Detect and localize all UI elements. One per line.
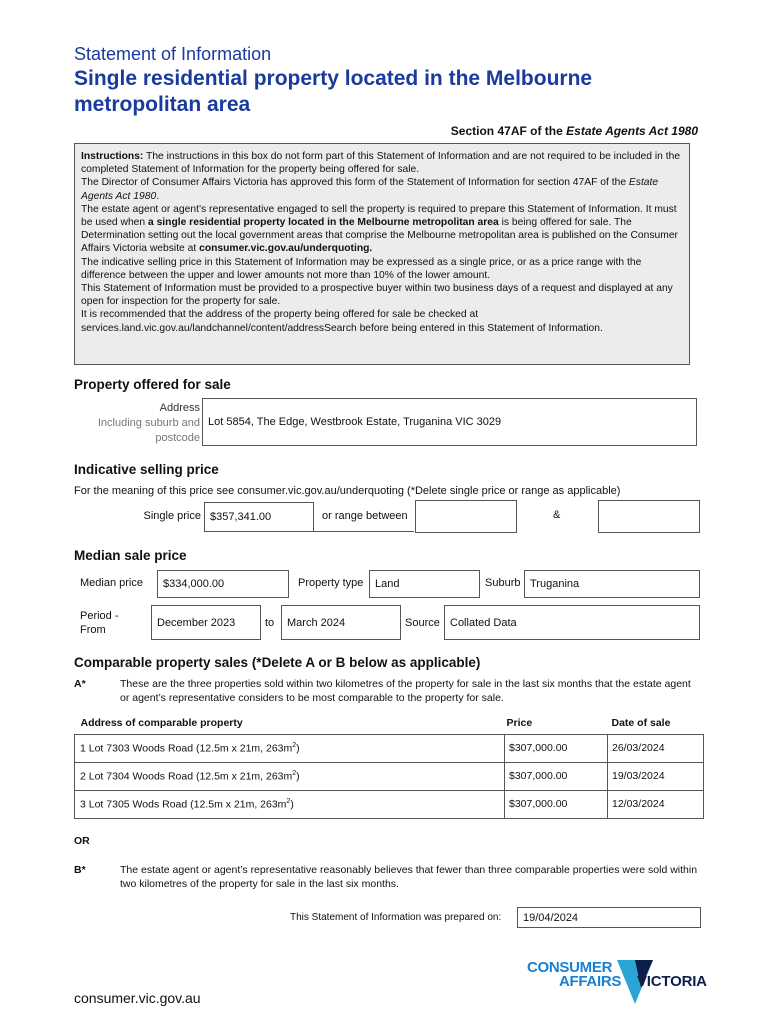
row1-price[interactable]: $307,000.00	[505, 734, 608, 762]
source-value: Collated Data	[450, 616, 517, 629]
instr-p6: It is recommended that the address of the property being offered for sale be checked at services.land.vic.gov.au/landchannel/content/addressSearch before being entered in this Statement of Information.	[81, 309, 603, 334]
row1-address[interactable]	[75, 734, 505, 762]
row2-sup: 2	[292, 769, 297, 777]
suburb-field[interactable]	[524, 570, 700, 598]
median-heading: Median sale price	[74, 548, 187, 563]
period-from-value: December 2023	[157, 616, 236, 629]
period-to-field[interactable]	[281, 605, 401, 640]
section-reference	[451, 124, 698, 138]
instr-p5: This Statement of Information must be provided to a prospective buyer within two business days of a request and displayed at any open for inspection for the property for sale.	[81, 283, 673, 308]
row2-price[interactable]: $307,000.00	[505, 762, 608, 790]
instr-p1	[81, 150, 683, 176]
col-date-header: Date of sale	[611, 717, 671, 730]
logo-line-2: AFFAIRS	[559, 973, 622, 990]
col-price-header: Price	[506, 717, 533, 730]
indicative-heading: Indicative selling price	[74, 462, 219, 477]
address-label-2: Including suburb and	[97, 417, 200, 429]
property-type-field[interactable]	[369, 570, 480, 598]
instr-p3-link[interactable]: consumer.vic.gov.au/underquoting.	[199, 243, 373, 255]
period-to-value: March 2024	[287, 616, 346, 629]
prepared-date-value: 19/04/2024	[523, 911, 579, 924]
row1-date[interactable]: 26/03/2024	[608, 734, 704, 762]
table-row	[75, 790, 704, 818]
period-label-1: Period -	[80, 610, 119, 622]
period-from-field[interactable]	[151, 605, 261, 640]
indicative-note: For the meaning of this price see consumer.vic.gov.au/underquoting (*Delete single price or range as applicable)	[74, 485, 621, 497]
property-type-value: Land	[375, 578, 400, 590]
logo-word: VICTORIA	[637, 973, 707, 990]
address-label-1: Address	[159, 402, 200, 414]
table-row	[75, 762, 704, 790]
period-label	[80, 609, 119, 637]
suburb-label: Suburb	[485, 577, 521, 589]
property-type-label: Property type	[298, 577, 364, 589]
range-high-field[interactable]	[598, 500, 700, 533]
row2-address-text: 2 Lot 7304 Woods Road (12.5m x 21m, 263m	[80, 770, 293, 783]
address-value: Lot 5854, The Edge, Westbrook Estate, Truganina VIC 3029	[208, 416, 502, 428]
row3-date[interactable]: 12/03/2024	[608, 790, 704, 818]
row2-close: )	[296, 770, 300, 783]
instr-p2	[81, 176, 683, 202]
logo-line-1: CONSUMER	[527, 959, 613, 976]
consumer-affairs-victoria-logo	[527, 958, 707, 1010]
property-heading: Property offered for sale	[74, 377, 231, 392]
title-line-2: metropolitan area	[74, 93, 251, 116]
instr-p3-a: The estate agent or agent’s representative engaged to sell the property is required to prepare this Statement of Information. It must be used when	[81, 203, 677, 229]
row3-close: )	[290, 798, 294, 811]
range-label: or range between	[322, 510, 408, 522]
comparable-heading: Comparable property sales (*Delete A or B below as applicable)	[74, 655, 481, 670]
title-line-1: Single residential property located in the Melbourne	[74, 67, 593, 90]
or-label: OR	[74, 835, 90, 847]
row2-address[interactable]	[75, 762, 505, 790]
instr-p2-italic: Estate Agents Act 1980	[81, 177, 659, 202]
option-a-label: A*	[74, 678, 86, 690]
row3-sup: 2	[286, 797, 291, 805]
median-price-label: Median price	[80, 577, 143, 589]
period-to-label: to	[265, 617, 275, 629]
section-act: Estate Agents Act 1980	[566, 124, 698, 138]
single-price-label: Single price	[143, 510, 201, 522]
instr-p4: The indicative selling price in this Statement of Information may be expressed as a single price, or as a price range with the difference between the upper and lower amounts not more than 10% of the lower amount.	[81, 256, 642, 281]
form-kicker: Statement of Information	[74, 44, 272, 64]
instr-p1-rest: The instructions in this box do not form part of this Statement of Information and are not required to be included in the completed Statement of Information for the property being offered for sale.	[81, 151, 681, 176]
instr-p3-bold: a single residential property located in the Melbourne metropolitan area	[147, 217, 499, 229]
row1-address-text: 1 Lot 7303 Woods Road (12.5m x 21m, 263m	[80, 742, 293, 755]
instr-p3-b: is being offered for sale. The Determination setting out the local government areas that comprise the Melbourne metropolitan area is published on the Consumer Affairs Victoria website at	[81, 217, 678, 255]
table-row	[75, 734, 704, 762]
page-title	[74, 66, 714, 118]
range-low-field[interactable]	[415, 500, 517, 533]
address-field[interactable]	[202, 398, 697, 446]
address-label-3: postcode	[155, 432, 200, 444]
address-label	[74, 401, 200, 446]
instr-p1-bold: Instructions:	[81, 151, 144, 162]
single-price-rule	[314, 531, 414, 532]
single-price-field[interactable]	[204, 502, 314, 532]
row3-price[interactable]: $307,000.00	[505, 790, 608, 818]
col-address-header: Address of comparable property	[80, 717, 243, 730]
row2-date[interactable]: 19/03/2024	[608, 762, 704, 790]
range-ampersand: &	[553, 509, 561, 521]
single-price-value: $357,341.00	[210, 511, 272, 523]
instr-p3	[81, 203, 683, 256]
source-label: Source	[405, 617, 440, 629]
prepared-label: This Statement of Information was prepared on:	[290, 912, 502, 923]
comparable-table	[74, 713, 704, 819]
row1-sup: 2	[292, 741, 297, 749]
suburb-value: Truganina	[530, 578, 580, 590]
prepared-date-field[interactable]	[517, 907, 701, 928]
median-price-value: $334,000.00	[163, 578, 225, 590]
instr-p2-text: The Director of Consumer Affairs Victoria has approved this form of the Statement of Information for section 47AF of the	[81, 177, 629, 189]
instr-p2-end: .	[156, 190, 160, 202]
row3-address[interactable]	[75, 790, 505, 818]
instructions-box	[74, 143, 690, 365]
section-prefix: Section 47AF of the	[450, 124, 567, 138]
period-label-2: From	[80, 624, 106, 636]
footer-url[interactable]: consumer.vic.gov.au	[74, 990, 201, 1006]
row1-close: )	[296, 742, 300, 755]
option-b-text: The estate agent or agent’s representative reasonably believes that fewer than three comparable properties were sold within two kilometres of the property for sale in the last six months.	[120, 864, 698, 890]
median-price-field[interactable]	[157, 570, 289, 598]
source-field[interactable]	[444, 605, 700, 640]
option-a-text: These are the three properties sold within two kilometres of the property for sale in the last six months that the estate agent or agent’s representative considers to be most comparable to the property for sale.	[120, 678, 691, 704]
row3-address-text: 3 Lot 7305 Wods Road (12.5m x 21m, 263m	[80, 798, 287, 811]
option-b-label: B*	[74, 864, 86, 876]
